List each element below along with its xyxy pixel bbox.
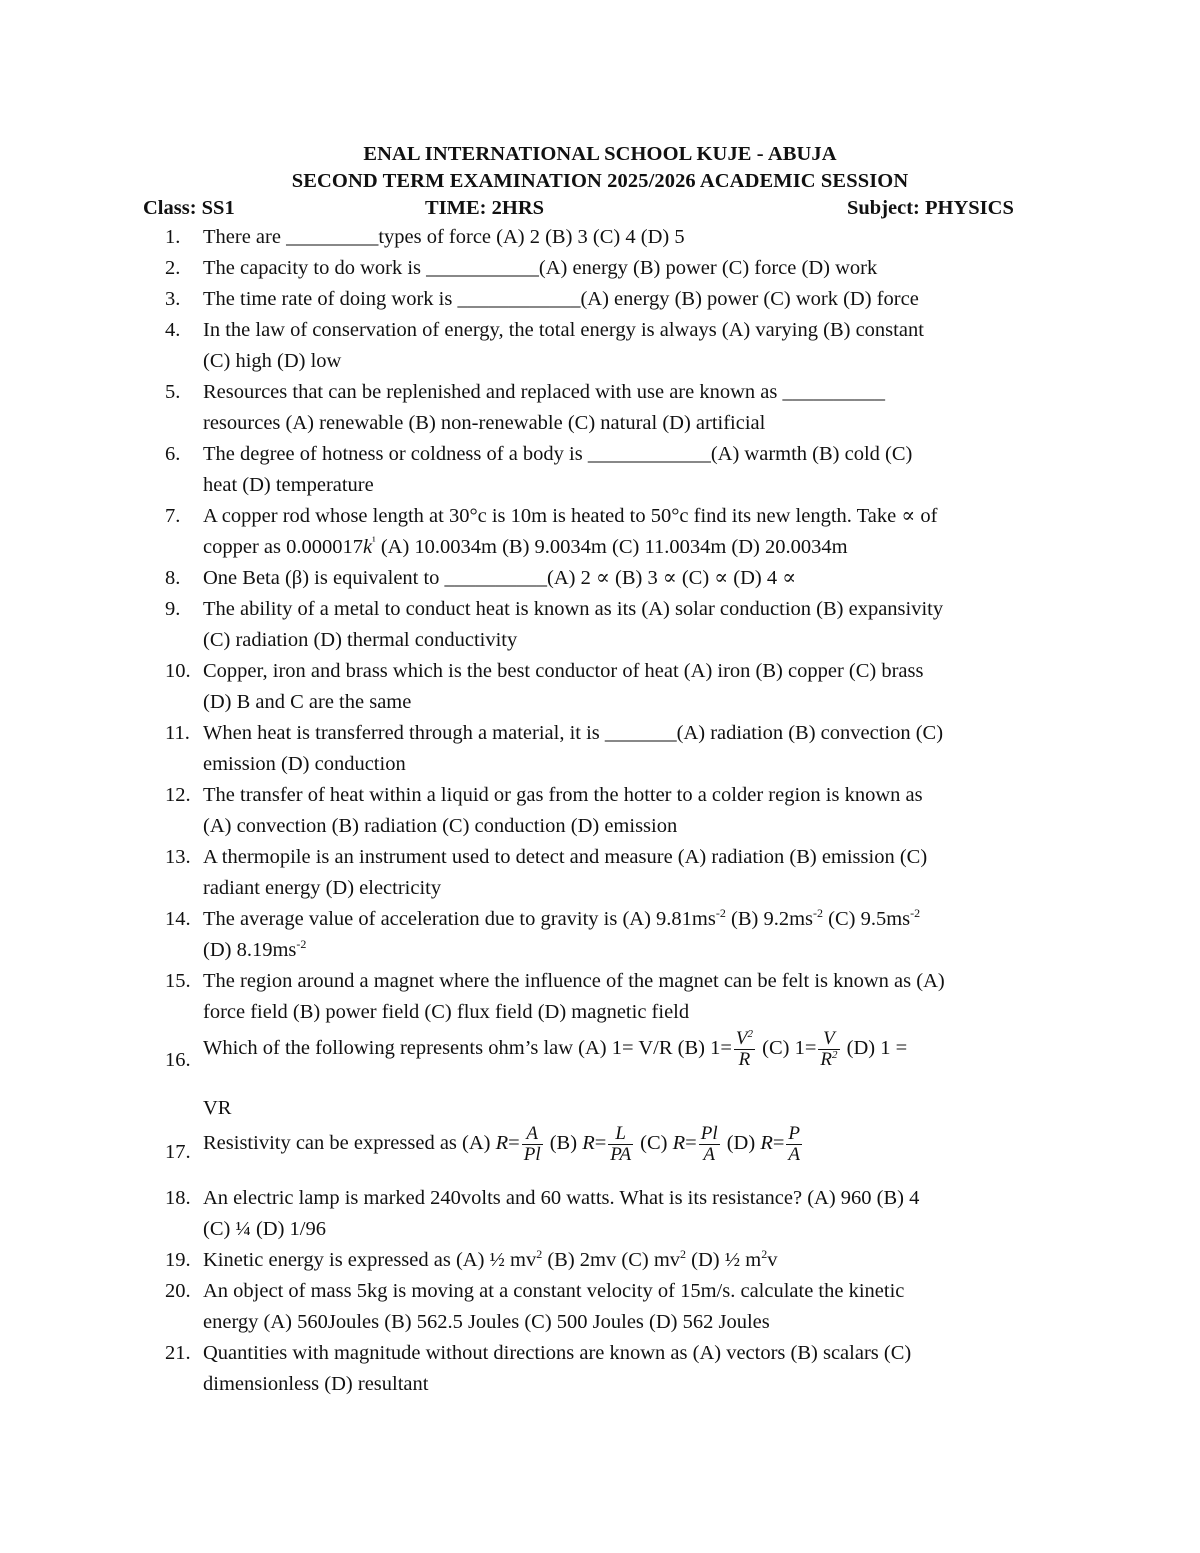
- school-name: ENAL INTERNATIONAL SCHOOL KUJE - ABUJA: [363, 143, 837, 165]
- question-text-continued: (A) convection (B) radiation (C) conduction (D) emission: [203, 815, 678, 837]
- question-text-continued: VR: [203, 1097, 232, 1119]
- equals: =: [685, 1132, 697, 1155]
- question-number: 4.: [165, 319, 181, 341]
- superscript: 2: [680, 1247, 687, 1261]
- subject-label: Subject: PHYSICS: [847, 197, 1014, 219]
- fraction-v2-over-r: [734, 1029, 755, 1070]
- denominator: A: [788, 1144, 801, 1165]
- text-part: (B): [544, 1132, 583, 1155]
- question-text: Copper, iron and brass which is the best conductor of heat (A) iron (B) copper (C) brass: [203, 660, 924, 682]
- question-number: 8.: [165, 567, 181, 589]
- text-part: (D) 8.19ms: [203, 939, 297, 961]
- question-number: 3.: [165, 288, 181, 310]
- question-text: When heat is transferred through a material, it is _______(A) radiation (B) convection (C): [203, 722, 944, 744]
- question-text: A thermopile is an instrument used to detect and measure (A) radiation (B) emission (C): [203, 846, 928, 868]
- question-text: [203, 904, 920, 935]
- numerator: P: [788, 1123, 801, 1144]
- question-text: A copper rod whose length at 30°c is 10m is heated to 50°c find its new length. Take ∝ of: [203, 505, 938, 527]
- fraction-l-over-pa: [608, 1124, 633, 1165]
- question-number: 11.: [165, 722, 190, 744]
- question-number: 1.: [165, 226, 181, 248]
- text-part: (D) ½ m: [686, 1249, 762, 1271]
- question-text-continued: radiant energy (D) electricity: [203, 877, 442, 899]
- text-part: (A) 10.0034m (B) 9.0034m (C) 11.0034m (D) 20.0034m: [375, 536, 848, 558]
- superscript: -2: [296, 937, 307, 951]
- question-number: 5.: [165, 381, 181, 403]
- question-number: 13.: [165, 846, 191, 868]
- fraction-v-over-r2: [818, 1029, 839, 1070]
- question-text-continued: emission (D) conduction: [203, 753, 406, 775]
- superscript: -2: [715, 906, 726, 920]
- text-part: Resistivity can be expressed as (A): [203, 1132, 496, 1155]
- numerator: V: [818, 1029, 839, 1050]
- question-number: 2.: [165, 257, 181, 279]
- class-label: Class: SS1: [143, 197, 235, 219]
- time-label: TIME: 2HRS: [425, 197, 545, 219]
- question-text-continued: energy (A) 560Joules (B) 562.5 Joules (C) 500 Joules (D) 562 Joules: [203, 1311, 770, 1333]
- question-number: 21.: [165, 1342, 191, 1364]
- fraction-pl-over-a: [699, 1124, 720, 1165]
- question-text-continued: dimensionless (D) resultant: [203, 1373, 429, 1395]
- question-text: An electric lamp is marked 240volts and 60 watts. What is its resistance? (A) 960 (B) 4: [203, 1187, 920, 1209]
- symbol-r: R: [495, 1132, 509, 1155]
- question-number: 17.: [165, 1141, 191, 1163]
- question-text-continued: heat (D) temperature: [203, 474, 374, 496]
- question-text: Quantities with magnitude without directions are known as (A) vectors (B) scalars (C): [203, 1342, 912, 1364]
- equals: =: [594, 1132, 607, 1155]
- question-text-continued: (C) radiation (D) thermal conductivity: [203, 629, 518, 651]
- question-text: In the law of conservation of energy, the total energy is always (A) varying (B) constant: [203, 319, 924, 341]
- question-text: [203, 1029, 907, 1070]
- superscript: 2: [747, 1028, 753, 1040]
- symbol-r: R: [760, 1132, 773, 1155]
- denominator: A: [703, 1144, 715, 1165]
- equals: =: [508, 1132, 520, 1155]
- question-text: Resources that can be replenished and replaced with use are known as __________: [203, 381, 885, 403]
- question-number: 6.: [165, 443, 181, 465]
- denominator-text: R: [820, 1049, 832, 1070]
- question-text: One Beta (β) is equivalent to __________(A) 2 ∝ (B) 3 ∝ (C) ∝ (D) 4 ∝: [203, 567, 797, 589]
- question-text: The transfer of heat within a liquid or gas from the hotter to a colder region is known as: [203, 784, 923, 806]
- question-text: [203, 1124, 804, 1165]
- superscript: 2: [536, 1247, 543, 1261]
- numerator: A: [522, 1124, 543, 1145]
- question-text: An object of mass 5kg is moving at a constant velocity of 15m/s. calculate the kinetic: [203, 1280, 905, 1302]
- unit-k: k: [362, 536, 373, 558]
- fraction-p-over-a: [786, 1124, 802, 1165]
- denominator: PA: [610, 1144, 632, 1165]
- exam-title: SECOND TERM EXAMINATION 2025/2026 ACADEMIC SESSION: [291, 170, 909, 192]
- text-part: (C) 1=: [757, 1037, 817, 1060]
- question-text: The capacity to do work is ___________(A) energy (B) power (C) force (D) work: [203, 257, 878, 279]
- question-text-continued: force field (B) power field (C) flux field (D) magnetic field: [203, 1001, 690, 1023]
- superscript: 2: [832, 1049, 838, 1061]
- question-text-continued: (C) high (D) low: [203, 350, 342, 372]
- numerator: Pl: [700, 1123, 718, 1144]
- text-part: copper as 0.000017: [203, 536, 363, 558]
- text-part: (D) 1 =: [841, 1037, 908, 1060]
- text-part: (D): [721, 1132, 761, 1155]
- text-part: The average value of acceleration due to gravity is (A) 9.81ms: [203, 908, 716, 930]
- superscript: -2: [813, 906, 823, 920]
- symbol-r: R: [672, 1132, 686, 1155]
- question-text: There are _________types of force (A) 2 (B) 3 (C) 4 (D) 5: [203, 226, 685, 248]
- question-text-continued: [203, 935, 306, 966]
- question-text: The time rate of doing work is ____________(A) energy (B) power (C) work (D) force: [203, 288, 919, 310]
- equals: =: [772, 1132, 785, 1155]
- numerator-text: V: [735, 1028, 748, 1049]
- question-number: 14.: [165, 908, 191, 930]
- question-text: The degree of hotness or coldness of a body is ____________(A) warmth (B) cold (C): [203, 443, 913, 465]
- text-part: (B) 2mv (C) mv: [542, 1249, 681, 1271]
- question-text-continued: (C) ¼ (D) 1/96: [203, 1218, 326, 1240]
- numerator: L: [608, 1124, 633, 1145]
- question-number: 9.: [165, 598, 181, 620]
- question-number: 10.: [165, 660, 191, 682]
- question-number: 19.: [165, 1249, 191, 1271]
- text-part: Kinetic energy is expressed as (A) ½ mv: [203, 1249, 537, 1271]
- question-number: 20.: [165, 1280, 191, 1302]
- question-text-continued: resources (A) renewable (B) non-renewable (C) natural (D) artificial: [203, 412, 766, 434]
- fraction-a-over-pl: [522, 1124, 543, 1165]
- question-text: [203, 1245, 777, 1276]
- text-part: (B) 9.2ms: [725, 908, 813, 930]
- denominator: Pl: [523, 1144, 541, 1165]
- symbol-r: R: [582, 1132, 595, 1155]
- text-part: (C): [635, 1132, 673, 1155]
- question-number: 12.: [165, 784, 191, 806]
- question-text-continued: (D) B and C are the same: [203, 691, 412, 713]
- denominator: [818, 1050, 839, 1070]
- question-number: 15.: [165, 970, 191, 992]
- question-text-continued: [203, 532, 848, 563]
- text-part: Which of the following represents ohm’s law (A) 1= V/R (B) 1=: [203, 1037, 732, 1060]
- denominator: R: [738, 1049, 751, 1070]
- question-text: The ability of a metal to conduct heat is known as its (A) solar conduction (B) expansivity: [203, 598, 944, 620]
- superscript: 2: [761, 1247, 768, 1261]
- question-number: 7.: [165, 505, 181, 527]
- text-part: v: [767, 1249, 778, 1271]
- question-number: 18.: [165, 1187, 191, 1209]
- superscript: -2: [910, 906, 921, 920]
- superscript: ¹: [372, 534, 376, 548]
- question-text: The region around a magnet where the influence of the magnet can be felt is known as (A): [203, 970, 945, 992]
- question-number: 16.: [165, 1049, 191, 1071]
- text-part: (C) 9.5ms: [823, 908, 911, 930]
- numerator: [734, 1029, 755, 1050]
